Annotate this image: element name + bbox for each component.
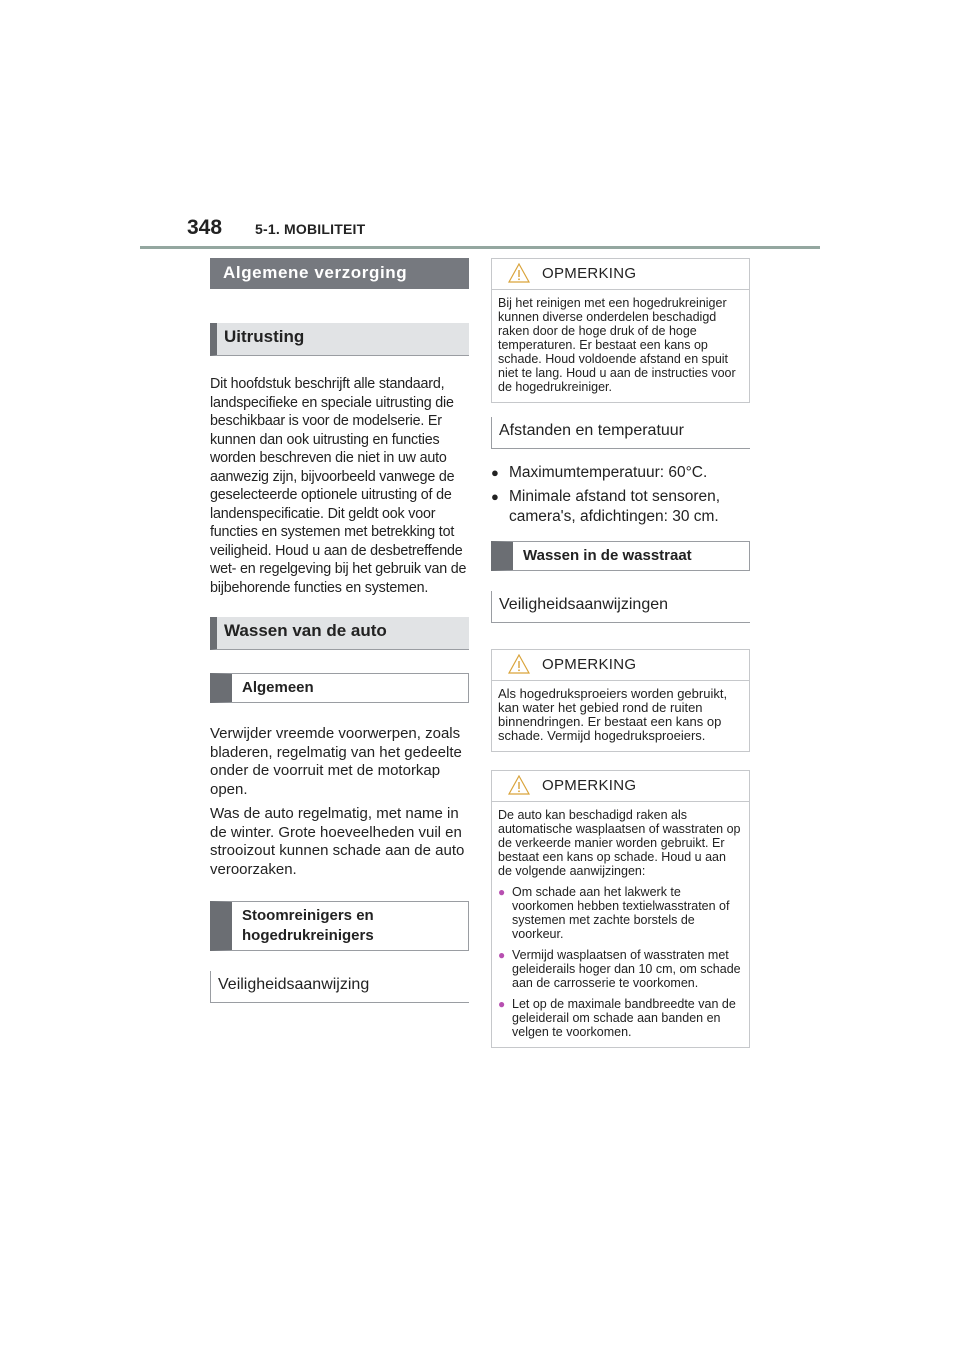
warning-icon — [508, 263, 530, 283]
right-column — [491, 258, 750, 1048]
heading-wassen: Wassen van de auto — [210, 617, 469, 650]
note-box-hogedruk — [491, 258, 750, 403]
section-title: 5-1. MOBILITEIT — [255, 221, 366, 237]
list-item: ● Let op de maximale bandbreedte van de geleiderail om schade aan banden en velgen te voorkomen. — [498, 997, 736, 1039]
list-item: ● Om schade aan het lakwerk te voorkomen hebben textielwasstraten of systemen met zachte borstels de voorkeur. — [498, 885, 730, 941]
note-text: Bij het reinigen met een hogedrukreiniger kunnen diverse onderdelen beschadigd raken door de hoge druk of de hoge temperaturen. Er bestaat een kans op schade. Houd voldoende afstand en spuit niet te lang. Houd u aan de instructies voor de hogedrukreiniger. — [498, 296, 736, 394]
uitrusting-text: Dit hoofdstuk beschrijft alle standaard, landspecifieke en speciale uitrusting die beschikbaar is voor de modelserie. Er kunnen dan ook uitrusting en functies worden beschreven die niet in uw auto aanwezig zijn, bijvoorbeeld vanwege de geselecteerde optionele uitrusting of de landenspecificatie. Dit geldt ook voor functies en systemen met betrekking tot veiligheid. Houd u aan de desbetreffende wet- en regelgeving bij het gebruik van de bijbehorende functies en systemen. — [210, 376, 467, 596]
note-text: Als hogedruksproeiers worden gebruikt, kan water het gebied rond de ruiten binnendringen. Er bestaat een kans op schade. Vermijd hogedruksproeiers. — [498, 686, 728, 743]
bullet-icon: ● — [498, 885, 506, 899]
note-box-wasstraat — [491, 770, 750, 1048]
note-header — [492, 771, 749, 802]
wassen-para-2: Was de auto regelmatig, met name in de winter. Grote hoeveelheden vuil en strooizout kunnen schade aan de auto veroorzaken. — [210, 805, 465, 878]
heading-afstanden: Afstanden en temperatuur — [491, 417, 750, 449]
wassen-para-1: Verwijder vreemde voorwerpen, zoals bladeren, regelmatig van het gedeelte onder de voorruit met de motorkap open. — [210, 725, 462, 798]
note-intro: De auto kan beschadigd raken als automatische wasplaatsen of wasstraten op de verkeerde manier worden gebruikt. Er bestaat een kans op schade. Houd u aan de volgende aanwijzingen: — [498, 808, 741, 878]
warning-icon — [508, 654, 530, 674]
bullet-list — [491, 463, 750, 527]
heading-veiligheidsaanwijzingen: Veiligheidsaanwijzingen — [491, 591, 750, 623]
bullet-icon: ● — [498, 948, 506, 962]
note-header — [492, 259, 749, 290]
page-header — [140, 212, 820, 248]
left-column — [210, 258, 469, 1003]
note-body — [492, 802, 749, 1047]
heading-stoomreinigers: Stoomreinigers en hogedrukreinigers — [210, 901, 469, 951]
note-box-hogedruksproeiers — [491, 649, 750, 752]
note-header — [492, 650, 749, 681]
bullet-icon: ● — [491, 465, 499, 480]
warning-icon — [508, 775, 530, 795]
bullet-icon: ● — [498, 997, 506, 1011]
list-item: ● Maximumtemperatuur: 60°C. — [491, 464, 708, 481]
header-rule — [140, 246, 820, 249]
chapter-banner: Algemene verzorging — [210, 258, 469, 289]
list-item: ● Minimale afstand tot sensoren, camera's, afdichtingen: 30 cm. — [491, 488, 721, 525]
heading-algemeen: Algemeen — [210, 673, 469, 703]
heading-veiligheidsaanwijzing: Veiligheidsaanwijzing — [210, 971, 469, 1003]
note-title: OPMERKING — [542, 656, 637, 673]
heading-wasstraat: Wassen in de wasstraat — [491, 541, 750, 571]
bullet-icon: ● — [491, 489, 499, 504]
note-title: OPMERKING — [542, 777, 637, 794]
note-title: OPMERKING — [542, 265, 637, 282]
heading-uitrusting: Uitrusting — [210, 323, 469, 356]
list-item: ● Vermijd wasplaatsen of wasstraten met geleiderails hoger dan 10 cm, om schade aan de carrosserie te voorkomen. — [498, 948, 741, 990]
page-number: 348 — [187, 216, 223, 239]
